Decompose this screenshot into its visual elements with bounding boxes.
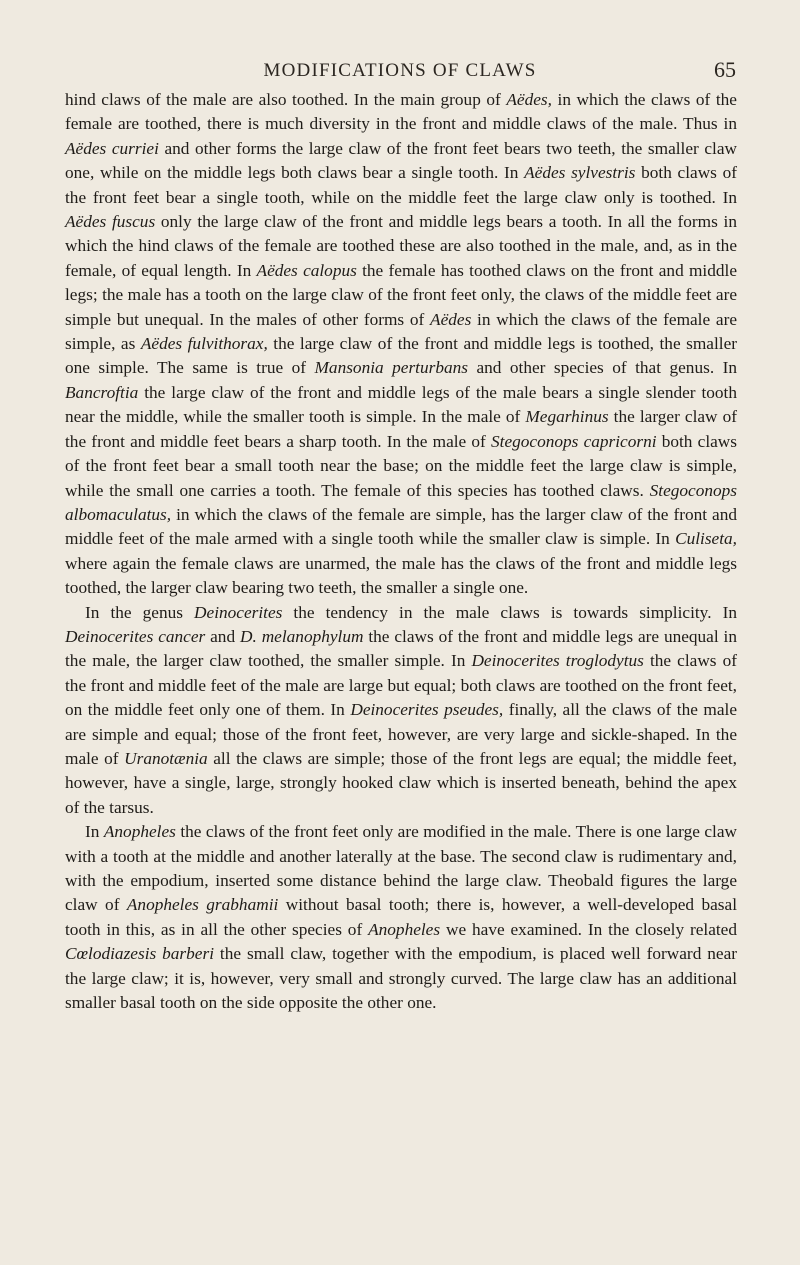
italic-term: Deinocerites cancer [65,626,206,646]
text-run: both claws of the front feet bear a small tooth near the base; on the middle feet the large claw is simple, while the small one carries a tooth. The female of this species has toothed claws. [65,431,737,500]
italic-term: Aëdes sylvestris [524,163,636,183]
italic-term: Mansonia perturbans [314,358,468,378]
italic-term: Stegoconops capricorni [491,431,657,451]
italic-term: Bancroftia [65,382,139,402]
text-run: and [205,626,240,646]
italic-term: Anopheles [103,822,176,842]
paragraph [65,820,737,1015]
text-run: finally, all the claws of the male are simple and equal; those of the front feet, however, are very large and sickle-shaped. In the male of [65,700,737,768]
italic-term: Aëdes fuscus [65,212,156,232]
running-title: MODIFICATIONS OF CLAWS [263,60,537,81]
text-run: without basal tooth; there is, however, a well-developed basal tooth in this, as in all the other species of [65,895,737,939]
text-run: In [85,822,104,842]
text-run: in which the claws of the female are toothed, there is much diversity in the front and middle claws of the male. Thus in [65,90,737,134]
text-run: in which the claws of the female are simple, has the larger claw of the front and middle feet of the male armed with a single tooth while the smaller claw is simple. In [65,504,737,549]
italic-term: Megarhinus [525,407,609,427]
italic-term: Cœlodiazesis barberi [65,944,214,964]
page-number: 65 [714,57,736,82]
italic-term: Stegoconops albomaculatus, [65,480,737,524]
text-run: the female has toothed claws on the front and middle legs; the male has a tooth on the large claw of the front feet only, the claws of the middle feet are simple but unequal. In the males of other forms of [65,260,737,329]
text-run: the larger claw of the front and middle feet bears a sharp tooth. In the male of [65,407,737,451]
italic-term: Aëdes [430,309,472,329]
text-run: the claws of the front and middle feet of the male are large but equal; both claws are toothed on the front feet, on the middle feet only one of them. In [65,651,737,720]
text-run: hind claws of the male are also toothed. In the main group of [65,90,507,109]
text-run: where again the female claws are unarmed, the male has the claws of the front and middle legs toothed, the larger claw bearing two teeth, the smaller a single one. [65,553,737,598]
italic-term: Deinocerites troglodytus [471,651,644,671]
text-run: in which the claws of the female are simple, as [65,309,737,354]
italic-term: Culiseta, [675,529,737,549]
text-run: the small claw, together with the empodium, is placed well forward near the large claw; it is, however, very small and strongly curved. The large claw has an additional smaller basal tooth on the side opposite the other one. [65,944,737,1013]
italic-term: Aëdes fulvithorax, [140,334,268,354]
paragraph [65,601,737,821]
italic-term: Aëdes calopus [256,260,357,280]
text-run: we have examined. In the closely related [440,919,737,939]
text-run: all the claws are simple; those of the front legs are equal; the middle feet, however, have a single, large, strongly hooked claw which is inserted beneath, behind the apex of the tarsus. [65,748,737,817]
italic-term: Anopheles grabhamii [126,895,279,915]
italic-term: Aëdes curriei [65,138,159,158]
italic-term: Deinocerites pseudes, [350,700,504,720]
text-run: the large claw of the front and middle legs of the male bears a single slender tooth near the middle, while the smaller tooth is simple. In the male of [65,382,737,427]
body-text [65,88,737,1015]
text-run: only the large claw of the front and middle legs bears a tooth. In all the forms in which the hind claws of the female are toothed these are also toothed in the male, and, as in the female, of equal length. In [65,212,737,280]
text-run: the large claw of the front and middle legs is toothed, the smaller one simple. The same is true of [65,334,737,378]
paragraph [65,88,737,601]
italic-term: Uranotænia [124,748,208,768]
text-run: and other forms the large claw of the front feet bears two teeth, the smaller claw one, while on the middle legs both claws bear a single tooth. In [65,138,737,183]
italic-term: D. melanophylum [240,626,364,646]
italic-term: Anopheles [368,919,441,939]
text-run: the claws of the front feet only are modified in the male. There is one large claw with a tooth at the middle and another laterally at the base. The second claw is rudimentary and, with the empodium, inserted some distance behind the large claw. Theobald figures the large claw of [65,822,738,915]
italic-term: Deinocerites [194,602,283,622]
italic-term: Aëdes, [506,90,552,109]
text-run: both claws of the front feet bear a single tooth, while on the middle feet the large claw only is toothed. In [65,163,737,207]
text-run: and other species of that genus. In [467,358,738,378]
text-run: the claws of the front and middle legs are unequal in the male, the larger claw toothed, the smaller simple. In [65,626,738,671]
text-run: the tendency in the male claws is towards simplicity. In [282,602,737,622]
text-run: In the genus [85,602,195,622]
